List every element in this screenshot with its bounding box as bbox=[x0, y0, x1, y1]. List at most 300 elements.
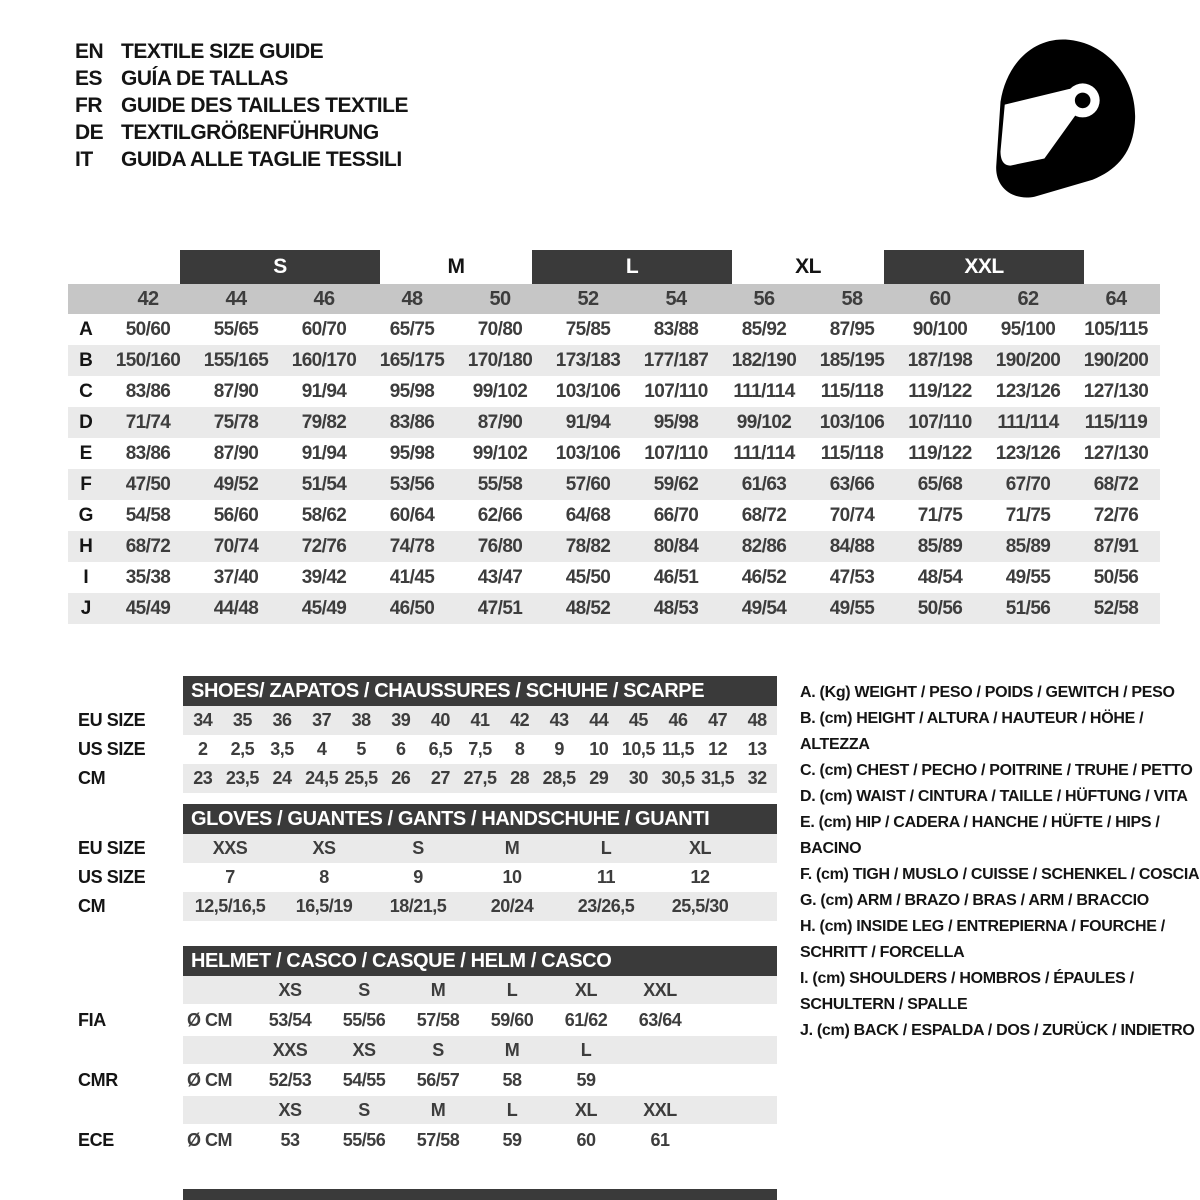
shoes-cell: 48 bbox=[747, 710, 767, 730]
legend-item-j: J. (cm) BACK / ESPALDA / DOS / ZURÜCK / INDIETRO bbox=[800, 1022, 1195, 1039]
helmet-size-label: M bbox=[430, 979, 446, 1000]
measure-cell: 111/114 bbox=[997, 411, 1059, 433]
measure-cell: 50/56 bbox=[917, 597, 963, 619]
measure-cell: 87/90 bbox=[213, 442, 259, 464]
measure-cell: 83/86 bbox=[125, 380, 171, 402]
shoes-cell: 7,5 bbox=[468, 739, 492, 759]
measure-cell: 70/74 bbox=[829, 504, 875, 526]
measure-cell: 58/62 bbox=[301, 504, 347, 526]
helmet-size-label: XXL bbox=[643, 979, 677, 1000]
measure-cell: 95/98 bbox=[389, 442, 435, 464]
row-letter: D bbox=[79, 411, 93, 433]
helmet-sizes-row-fia bbox=[183, 976, 777, 1004]
measure-cell: 63/66 bbox=[829, 473, 875, 495]
gloves-cell: 23/26,5 bbox=[577, 896, 635, 916]
helmet-size-label: XS bbox=[278, 979, 302, 1000]
measure-cell: 57/60 bbox=[565, 473, 611, 495]
shoes-cell: 38 bbox=[351, 710, 371, 730]
measure-cell: 55/65 bbox=[213, 318, 259, 340]
spacer bbox=[68, 250, 104, 284]
measure-cell: 76/80 bbox=[477, 535, 523, 557]
shoes-cell: 30 bbox=[628, 768, 648, 788]
title-text: TEXTILE SIZE GUIDE bbox=[121, 39, 324, 63]
numeric-size: 60 bbox=[929, 287, 951, 310]
helmet-size-label: L bbox=[580, 1039, 592, 1060]
diameter-cm-unit: Ø CM bbox=[187, 1129, 232, 1150]
measure-row-h bbox=[68, 531, 1160, 562]
measure-cell: 87/90 bbox=[213, 380, 259, 402]
measure-cell: 49/54 bbox=[741, 597, 787, 619]
measure-cell: 45/49 bbox=[301, 597, 347, 619]
measure-cell: 91/94 bbox=[565, 411, 611, 433]
row-letter: I bbox=[83, 566, 89, 588]
gloves-cell: XL bbox=[688, 838, 711, 858]
measure-row-e bbox=[68, 438, 1160, 469]
measure-cell: 80/84 bbox=[653, 535, 699, 557]
racing-helmet-icon bbox=[975, 30, 1145, 202]
gloves-cell: S bbox=[412, 838, 424, 858]
helmet-measure-cell: 55/56 bbox=[342, 1009, 386, 1030]
measure-row-c bbox=[68, 376, 1160, 407]
measure-cell: 95/98 bbox=[653, 411, 699, 433]
measure-cell: 127/130 bbox=[1083, 380, 1149, 402]
fia-standard-label: FIA bbox=[78, 1009, 106, 1030]
title-text: GUIDA ALLE TAGLIE TESSILI bbox=[121, 147, 402, 171]
shoes-cell: 24,5 bbox=[305, 768, 339, 788]
shoes-cell: 4 bbox=[316, 739, 327, 759]
shoes-cell: 46 bbox=[668, 710, 688, 730]
shoes-cell: 34 bbox=[193, 710, 213, 730]
shoes-cell: 37 bbox=[312, 710, 332, 730]
measure-cell: 87/91 bbox=[1093, 535, 1139, 557]
measure-cell: 72/76 bbox=[1093, 504, 1139, 526]
measurement-legend bbox=[800, 680, 1200, 1044]
measure-cell: 68/72 bbox=[1093, 473, 1139, 495]
measure-cell: 127/130 bbox=[1083, 442, 1149, 464]
measure-cell: 59/62 bbox=[653, 473, 699, 495]
gloves-cell: 8 bbox=[319, 867, 329, 887]
shoes-row bbox=[183, 735, 777, 764]
helmet-size-label: L bbox=[506, 1099, 518, 1120]
measure-cell: 85/89 bbox=[917, 535, 963, 557]
title-block bbox=[75, 38, 408, 173]
shoes-cell: 10 bbox=[589, 739, 609, 759]
measure-cell: 83/86 bbox=[389, 411, 435, 433]
measure-cell: 95/100 bbox=[1000, 318, 1056, 340]
measure-cell: 83/88 bbox=[653, 318, 699, 340]
row-letter: A bbox=[79, 318, 93, 340]
measure-cell: 115/118 bbox=[820, 380, 884, 402]
measure-cell: 160/170 bbox=[291, 349, 357, 371]
row-letter: J bbox=[80, 597, 92, 619]
shoes-eu-size-label: EU SIZE bbox=[78, 710, 146, 730]
shoes-cell: 8 bbox=[514, 739, 525, 759]
shoes-cell: 12 bbox=[708, 739, 728, 759]
measure-cell: 115/119 bbox=[1084, 411, 1148, 433]
measure-cell: 67/70 bbox=[1005, 473, 1051, 495]
shoes-cell: 10,5 bbox=[621, 739, 655, 759]
row-letter: E bbox=[79, 442, 93, 464]
gloves-cell: M bbox=[504, 838, 520, 858]
measure-cell: 105/115 bbox=[1084, 318, 1148, 340]
measure-cell: 54/58 bbox=[125, 504, 171, 526]
helmet-size-label: L bbox=[506, 979, 518, 1000]
legend-item-h: H. (cm) INSIDE LEG / ENTREPIERNA / FOURCHE / SCHRITT / FORCELLA bbox=[800, 918, 1165, 961]
shoes-cell: 36 bbox=[272, 710, 292, 730]
measure-cell: 71/74 bbox=[125, 411, 171, 433]
measure-cell: 87/90 bbox=[477, 411, 523, 433]
row-letter: B bbox=[79, 349, 93, 371]
legend-item-f: F. (cm) TIGH / MUSLO / CUISSE / SCHENKEL / COSCIA bbox=[800, 866, 1200, 883]
shoes-cell: 9 bbox=[554, 739, 564, 759]
measure-cell: 95/98 bbox=[389, 380, 435, 402]
measure-cell: 46/50 bbox=[389, 597, 435, 619]
measure-cell: 190/200 bbox=[1083, 349, 1149, 371]
measure-cell: 48/54 bbox=[917, 566, 963, 588]
measure-cell: 65/68 bbox=[917, 473, 963, 495]
helmet-measure-cell: 59/60 bbox=[490, 1009, 534, 1030]
shoes-cell: 6,5 bbox=[428, 739, 453, 759]
measure-cell: 60/64 bbox=[389, 504, 435, 526]
numeric-size: 44 bbox=[225, 287, 247, 310]
shoes-cell: 40 bbox=[430, 710, 450, 730]
helmet-size-label: XS bbox=[352, 1039, 376, 1060]
helmet-size-label: S bbox=[432, 1039, 444, 1060]
title-text: TEXTILGRÖßENFÜHRUNG bbox=[121, 120, 379, 144]
measure-row-g bbox=[68, 500, 1160, 531]
measure-cell: 87/95 bbox=[829, 318, 875, 340]
shoes-cell: 31,5 bbox=[701, 768, 735, 788]
measure-cell: 79/82 bbox=[301, 411, 347, 433]
shoes-size-table bbox=[183, 706, 777, 793]
gloves-cell: 12 bbox=[690, 867, 710, 887]
shoes-cell: 35 bbox=[232, 710, 252, 730]
measure-cell: 119/122 bbox=[908, 442, 972, 464]
shoes-cell: 11,5 bbox=[661, 739, 695, 759]
measure-cell: 107/110 bbox=[644, 442, 708, 464]
measure-cell: 75/85 bbox=[565, 318, 611, 340]
measure-cell: 45/49 bbox=[125, 597, 171, 619]
measure-cell: 99/102 bbox=[472, 442, 528, 464]
gloves-section-header: GLOVES / GUANTES / GANTS / HANDSCHUHE / GUANTI bbox=[183, 804, 777, 834]
shoes-cell: 32 bbox=[747, 768, 767, 788]
measure-cell: 50/56 bbox=[1093, 566, 1139, 588]
measure-cell: 85/92 bbox=[741, 318, 787, 340]
shoes-cell: 6 bbox=[396, 739, 406, 759]
helmet-measure-cell: 61 bbox=[650, 1129, 670, 1150]
measure-cell: 71/75 bbox=[917, 504, 963, 526]
helmet-size-label: S bbox=[358, 979, 370, 1000]
shoes-cell: 24 bbox=[272, 768, 292, 788]
measure-cell: 51/54 bbox=[301, 473, 347, 495]
helmet-measure-cell: 56/57 bbox=[416, 1069, 460, 1090]
measure-cell: 173/183 bbox=[555, 349, 621, 371]
row-letter: G bbox=[78, 504, 94, 526]
row-letter: F bbox=[80, 473, 92, 495]
measure-cell: 46/51 bbox=[653, 566, 699, 588]
shoes-cell: 5 bbox=[356, 739, 366, 759]
measure-cell: 91/94 bbox=[301, 380, 347, 402]
helmet-measure-cell: 57/58 bbox=[416, 1009, 460, 1030]
measure-cell: 150/160 bbox=[115, 349, 181, 371]
measure-row-b bbox=[68, 345, 1160, 376]
shoes-cell: 3,5 bbox=[270, 739, 294, 759]
gloves-us-size-label: US SIZE bbox=[78, 867, 146, 887]
numeric-size: 48 bbox=[401, 287, 423, 310]
title-line-en bbox=[75, 38, 408, 65]
numeric-size: 56 bbox=[753, 287, 775, 310]
measure-cell: 41/45 bbox=[389, 566, 435, 588]
diameter-cm-unit: Ø CM bbox=[187, 1069, 232, 1090]
title-line-es bbox=[75, 65, 408, 92]
measure-cell: 44/48 bbox=[213, 597, 259, 619]
shoes-cell: 27 bbox=[430, 768, 450, 788]
lang-code: FR bbox=[75, 93, 102, 117]
measure-cell: 72/76 bbox=[301, 535, 347, 557]
helmet-measure-cell: 52/53 bbox=[268, 1069, 312, 1090]
title-text: GUIDE DES TAILLES TEXTILE bbox=[121, 93, 408, 117]
legend-item-e: E. (cm) HIP / CADERA / HANCHE / HÜFTE / HIPS / BACINO bbox=[800, 814, 1160, 857]
measure-cell: 185/195 bbox=[819, 349, 885, 371]
shoes-cell: 2,5 bbox=[230, 739, 255, 759]
shoes-cell: 13 bbox=[747, 739, 767, 759]
legend-item-g: G. (cm) ARM / BRAZO / BRAS / ARM / BRACCIO bbox=[800, 892, 1149, 909]
numeric-size: 64 bbox=[1105, 287, 1127, 310]
measure-cell: 50/60 bbox=[125, 318, 171, 340]
lang-code: IT bbox=[75, 147, 93, 171]
gloves-cell: 16,5/19 bbox=[295, 896, 353, 916]
measure-cell: 62/66 bbox=[477, 504, 523, 526]
ece-standard-label: ECE bbox=[78, 1129, 114, 1150]
measure-cell: 107/110 bbox=[908, 411, 972, 433]
legend-item-b: B. (cm) HEIGHT / ALTURA / HAUTEUR / HÖHE / ALTEZZA bbox=[800, 710, 1144, 753]
measure-cell: 64/68 bbox=[565, 504, 611, 526]
lang-code: EN bbox=[75, 39, 104, 63]
shoes-cell: 25,5 bbox=[344, 768, 378, 788]
numeric-size: 52 bbox=[577, 287, 599, 310]
gloves-cell: L bbox=[600, 838, 612, 858]
helmet-measure-cell: 61/62 bbox=[564, 1009, 608, 1030]
measure-cell: 75/78 bbox=[213, 411, 259, 433]
measure-cell: 90/100 bbox=[912, 318, 968, 340]
legend-item-c: C. (cm) CHEST / PECHO / POITRINE / TRUHE / PETTO bbox=[800, 762, 1193, 779]
helmet-size-label: XXL bbox=[643, 1099, 677, 1120]
measure-cell: 68/72 bbox=[741, 504, 787, 526]
measure-cell: 70/80 bbox=[477, 318, 523, 340]
measure-row-f bbox=[68, 469, 1160, 500]
title-line-de bbox=[75, 119, 408, 146]
row-letter: H bbox=[79, 535, 93, 557]
measure-row-j bbox=[68, 593, 1160, 624]
measure-cell: 66/70 bbox=[653, 504, 699, 526]
measure-cell: 65/75 bbox=[389, 318, 435, 340]
numeric-size: 58 bbox=[841, 287, 863, 310]
numeric-size: 46 bbox=[313, 287, 335, 310]
helmet-values-row-cmr bbox=[183, 1064, 777, 1096]
shoes-cell: 47 bbox=[708, 710, 728, 730]
numeric-size: 62 bbox=[1017, 287, 1039, 310]
measure-cell: 103/106 bbox=[819, 411, 885, 433]
helmet-measure-cell: 57/58 bbox=[416, 1129, 460, 1150]
measure-cell: 155/165 bbox=[203, 349, 269, 371]
helmet-measure-cell: 59 bbox=[502, 1129, 522, 1150]
shoes-cell: 28 bbox=[510, 768, 530, 788]
measure-row-i bbox=[68, 562, 1160, 593]
measure-cell: 107/110 bbox=[644, 380, 708, 402]
legend-item-d: D. (cm) WAIST / CINTURA / TAILLE / HÜFTUNG / VITA bbox=[800, 788, 1188, 805]
measure-cell: 48/52 bbox=[565, 597, 611, 619]
shoes-cell: 41 bbox=[470, 710, 490, 730]
measure-cell: 39/42 bbox=[301, 566, 347, 588]
measure-cell: 84/88 bbox=[829, 535, 875, 557]
gloves-cell: XS bbox=[312, 838, 336, 858]
measure-cell: 91/94 bbox=[301, 442, 347, 464]
shoes-us-size-label: US SIZE bbox=[78, 739, 146, 759]
measure-cell: 43/47 bbox=[477, 566, 523, 588]
helmet-sizes-row-cmr bbox=[183, 1036, 777, 1064]
shoes-cell: 23 bbox=[193, 768, 213, 788]
measure-cell: 70/74 bbox=[213, 535, 259, 557]
shoes-row bbox=[183, 706, 777, 735]
numeric-size: 42 bbox=[137, 287, 159, 310]
gloves-cell: 9 bbox=[413, 867, 423, 887]
shoes-cell: 2 bbox=[198, 739, 208, 759]
gloves-cell: 18/21,5 bbox=[389, 896, 447, 916]
measure-cell: 82/86 bbox=[741, 535, 787, 557]
shoes-cell: 29 bbox=[589, 768, 609, 788]
size-group-s: S bbox=[180, 250, 380, 284]
shoes-cell: 44 bbox=[589, 710, 609, 730]
measure-cell: 103/106 bbox=[555, 442, 621, 464]
size-group-m: M bbox=[447, 255, 465, 278]
helmet-values-row-fia bbox=[183, 1004, 777, 1036]
helmet-section-header: HELMET / CASCO / CASQUE / HELM / CASCO bbox=[183, 946, 777, 976]
shoes-cell: 30,5 bbox=[661, 768, 695, 788]
measure-cell: 45/50 bbox=[565, 566, 611, 588]
helmet-measure-cell: 54/55 bbox=[342, 1069, 386, 1090]
shoes-section-header: SHOES/ ZAPATOS / CHAUSSURES / SCHUHE / SCARPE bbox=[183, 676, 777, 706]
size-group-row bbox=[68, 250, 1160, 284]
helmet-sizes-row-ece bbox=[183, 1096, 777, 1124]
gloves-cell: XXS bbox=[212, 838, 248, 858]
helmet-size-label: S bbox=[358, 1099, 370, 1120]
measure-cell: 182/190 bbox=[731, 349, 797, 371]
measure-cell: 47/50 bbox=[125, 473, 171, 495]
numeric-size-row bbox=[68, 284, 1160, 314]
helmet-measure-cell: 53/54 bbox=[268, 1009, 312, 1030]
helmet-measure-cell: 55/56 bbox=[342, 1129, 386, 1150]
shoes-row bbox=[183, 764, 777, 793]
gloves-cell: 7 bbox=[225, 867, 235, 887]
measure-cell: 55/58 bbox=[477, 473, 523, 495]
gloves-cell: 20/24 bbox=[490, 896, 534, 916]
measure-cell: 49/55 bbox=[829, 597, 875, 619]
legend-item-a: A. (Kg) WEIGHT / PESO / POIDS / GEWITCH / PESO bbox=[800, 684, 1175, 701]
helmet-values-row-ece bbox=[183, 1124, 777, 1156]
title-line-it bbox=[75, 146, 408, 173]
title-text: GUÍA DE TALLAS bbox=[121, 66, 288, 90]
gloves-eu-size-label: EU SIZE bbox=[78, 838, 146, 858]
lang-code: DE bbox=[75, 120, 104, 144]
measure-cell: 49/55 bbox=[1005, 566, 1051, 588]
gloves-cell: 11 bbox=[596, 867, 616, 887]
numeric-size: 50 bbox=[489, 287, 511, 310]
measure-cell: 48/53 bbox=[653, 597, 699, 619]
shoes-cell: 26 bbox=[391, 768, 411, 788]
shoes-cell: 28,5 bbox=[542, 768, 576, 788]
diameter-cm-unit: Ø CM bbox=[187, 1009, 232, 1030]
helmet-size-label: M bbox=[504, 1039, 520, 1060]
helmet-measure-cell: 53 bbox=[280, 1129, 300, 1150]
row-letter: C bbox=[79, 380, 93, 402]
helmet-size-label: M bbox=[430, 1099, 446, 1120]
measure-cell: 119/122 bbox=[908, 380, 972, 402]
helmet-measure-cell: 63/64 bbox=[638, 1009, 682, 1030]
size-group-xl: XL bbox=[795, 255, 821, 278]
title-line-fr bbox=[75, 92, 408, 119]
gloves-row bbox=[183, 834, 777, 863]
measure-cell: 71/75 bbox=[1005, 504, 1051, 526]
size-group-l: L bbox=[532, 250, 732, 284]
helmet-measure-cell: 58 bbox=[502, 1069, 522, 1090]
measure-cell: 56/60 bbox=[213, 504, 259, 526]
helmet-size-label: XL bbox=[574, 979, 597, 1000]
helmet-size-label: XS bbox=[278, 1099, 302, 1120]
helmet-measure-cell: 59 bbox=[576, 1069, 596, 1090]
cut-off-section-bar bbox=[183, 1189, 777, 1200]
measure-cell: 49/52 bbox=[213, 473, 259, 495]
shoes-cell: 43 bbox=[549, 710, 569, 730]
gloves-row bbox=[183, 892, 777, 921]
measure-cell: 83/86 bbox=[125, 442, 171, 464]
measure-cell: 170/180 bbox=[467, 349, 533, 371]
gloves-cm-label: CM bbox=[78, 896, 106, 916]
measure-cell: 35/38 bbox=[125, 566, 171, 588]
measure-cell: 61/63 bbox=[741, 473, 787, 495]
measure-cell: 68/72 bbox=[125, 535, 171, 557]
lang-code: ES bbox=[75, 66, 103, 90]
shoes-cell: 27,5 bbox=[463, 768, 497, 788]
helmet-size-table bbox=[183, 976, 777, 1156]
measure-cell: 99/102 bbox=[472, 380, 528, 402]
measure-cell: 47/51 bbox=[477, 597, 523, 619]
measure-cell: 187/198 bbox=[907, 349, 973, 371]
measure-cell: 52/58 bbox=[1093, 597, 1139, 619]
measure-cell: 74/78 bbox=[389, 535, 435, 557]
measure-cell: 123/126 bbox=[995, 380, 1061, 402]
measure-cell: 123/126 bbox=[995, 442, 1061, 464]
measure-cell: 46/52 bbox=[741, 566, 787, 588]
shoes-cell: 42 bbox=[510, 710, 530, 730]
measure-row-a bbox=[68, 314, 1160, 345]
numeric-size: 54 bbox=[665, 287, 687, 310]
legend-item-i: I. (cm) SHOULDERS / HOMBROS / ÉPAULES / SCHULTERN / SPALLE bbox=[800, 970, 1134, 1013]
measure-cell: 111/114 bbox=[733, 380, 795, 402]
measure-cell: 47/53 bbox=[829, 566, 875, 588]
measure-row-d bbox=[68, 407, 1160, 438]
measure-cell: 60/70 bbox=[301, 318, 347, 340]
gloves-cell: 10 bbox=[502, 867, 522, 887]
measure-cell: 85/89 bbox=[1005, 535, 1051, 557]
shoes-cell: 39 bbox=[391, 710, 411, 730]
helmet-size-label: XXS bbox=[272, 1039, 308, 1060]
helmet-measure-cell: 60 bbox=[576, 1129, 596, 1150]
measure-cell: 99/102 bbox=[736, 411, 792, 433]
measure-cell: 165/175 bbox=[379, 349, 445, 371]
measure-cell: 51/56 bbox=[1005, 597, 1051, 619]
helmet-size-label: XL bbox=[574, 1099, 597, 1120]
shoes-cell: 23,5 bbox=[225, 768, 259, 788]
